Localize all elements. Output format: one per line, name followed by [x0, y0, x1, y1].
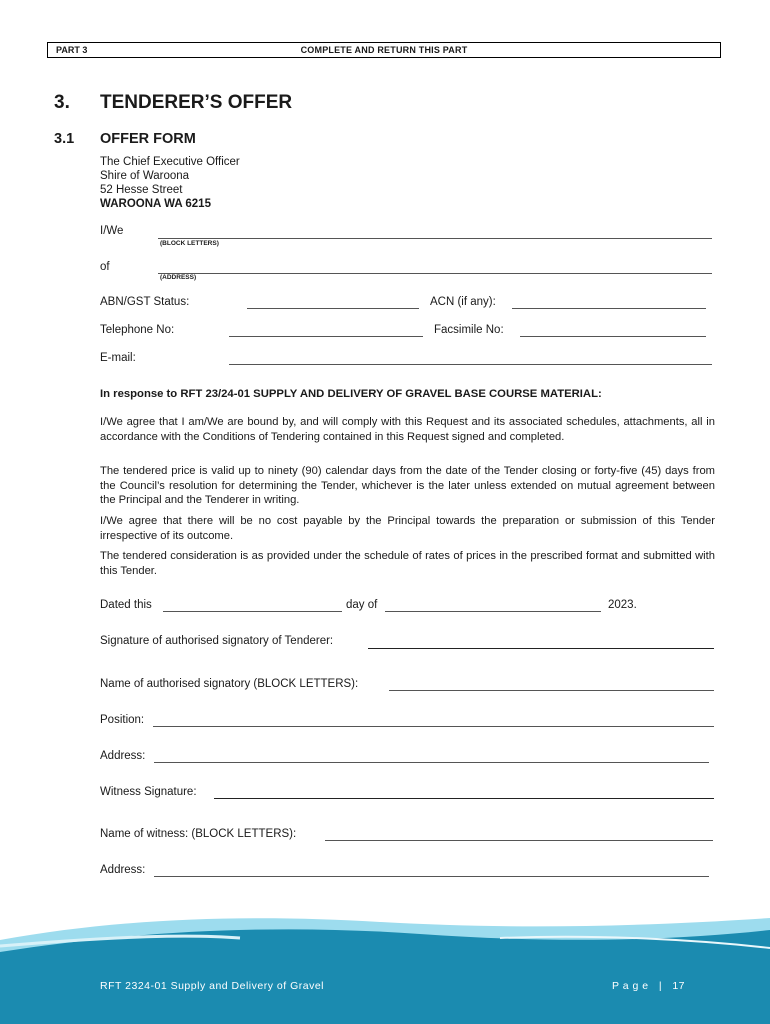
recipient-line: 52 Hesse Street [100, 184, 183, 196]
part-label: PART 3 [56, 45, 88, 55]
witness-signature-field[interactable] [214, 798, 714, 799]
witness-address-field[interactable] [154, 876, 709, 877]
signature-field[interactable] [368, 648, 714, 649]
footer-wave-main [0, 929, 770, 1024]
section-title: TENDERER’S OFFER [100, 92, 293, 113]
block-letters-hint: (BLOCK LETTERS) [160, 240, 219, 247]
witness-address-label: Address: [100, 864, 146, 876]
signatory-name-label: Name of authorised signatory (BLOCK LETTERS): [100, 678, 359, 690]
footer-wave [0, 900, 770, 1024]
position-field[interactable] [153, 726, 714, 727]
telephone-label: Telephone No: [100, 324, 175, 336]
acn-label: ACN (if any): [430, 296, 496, 308]
position-label: Position: [100, 714, 145, 726]
facsimile-label: Facsimile No: [434, 324, 504, 336]
recipient-line: WAROONA WA 6215 [100, 198, 211, 210]
telephone-field[interactable] [229, 336, 423, 337]
agreement-paragraph: I/We agree that I am/We are bound by, and will comply with this Request and its associated schedules, attachments, all in accordance with the Conditions of Tendering contained in this Request signed and completed. [100, 416, 715, 443]
signatory-address-label: Address: [100, 750, 146, 762]
part-instruction: COMPLETE AND RETURN THIS PART [300, 45, 468, 55]
recipient-line: The Chief Executive Officer [100, 156, 240, 168]
subsection-title: OFFER FORM [100, 131, 196, 147]
email-label: E-mail: [100, 352, 136, 364]
subsection-number: 3.1 [54, 131, 75, 147]
rft-heading: In response to RFT 23/24-01 SUPPLY AND DELIVERY OF GRAVEL BASE COURSE MATERIAL: [100, 388, 602, 400]
of-label: of [100, 261, 110, 273]
validity-paragraph: The tendered price is valid up to ninety (90) calendar days from the date of the Tender closing or forty-five (45) days from the Council’s resolution for determining the Tender, whichever is the later unless extended on mutual agreement between the Principal and the Tenderer in writing. [100, 465, 715, 506]
address-field[interactable] [158, 273, 712, 274]
section-number: 3. [54, 92, 70, 113]
abn-field[interactable] [247, 308, 419, 309]
witness-name-label: Name of witness: (BLOCK LETTERS): [100, 828, 297, 840]
signatory-address-field[interactable] [154, 762, 709, 763]
address-hint: (ADDRESS) [160, 274, 197, 281]
footer-page-number: P a g e | 17 [612, 980, 685, 992]
dated-month-field[interactable] [385, 611, 601, 612]
facsimile-field[interactable] [520, 336, 706, 337]
dated-day-field[interactable] [163, 611, 342, 612]
abn-label: ABN/GST Status: [100, 296, 190, 308]
recipient-line: Shire of Waroona [100, 170, 190, 182]
day-of-label: day of [346, 599, 378, 611]
witness-name-field[interactable] [325, 840, 713, 841]
part-header-box [47, 42, 721, 58]
iwe-label: I/We [100, 225, 124, 237]
signature-label: Signature of authorised signatory of Tenderer: [100, 635, 334, 647]
year-label: 2023. [608, 599, 637, 611]
iwe-field[interactable] [158, 238, 712, 239]
footer-document-ref: RFT 2324-01 Supply and Delivery of Gravel [100, 980, 324, 992]
consideration-paragraph: The tendered consideration is as provided under the schedule of rates of prices in the prescribed format and submitted with this Tender. [100, 550, 715, 577]
acn-field[interactable] [512, 308, 706, 309]
cost-paragraph: I/We agree that there will be no cost payable by the Principal towards the preparation or submission of this Tender irrespective of its outcome. [100, 515, 715, 542]
witness-signature-label: Witness Signature: [100, 786, 197, 798]
signatory-name-field[interactable] [389, 690, 714, 691]
email-field[interactable] [229, 364, 712, 365]
dated-label: Dated this [100, 599, 152, 611]
recipient-address [100, 155, 240, 211]
